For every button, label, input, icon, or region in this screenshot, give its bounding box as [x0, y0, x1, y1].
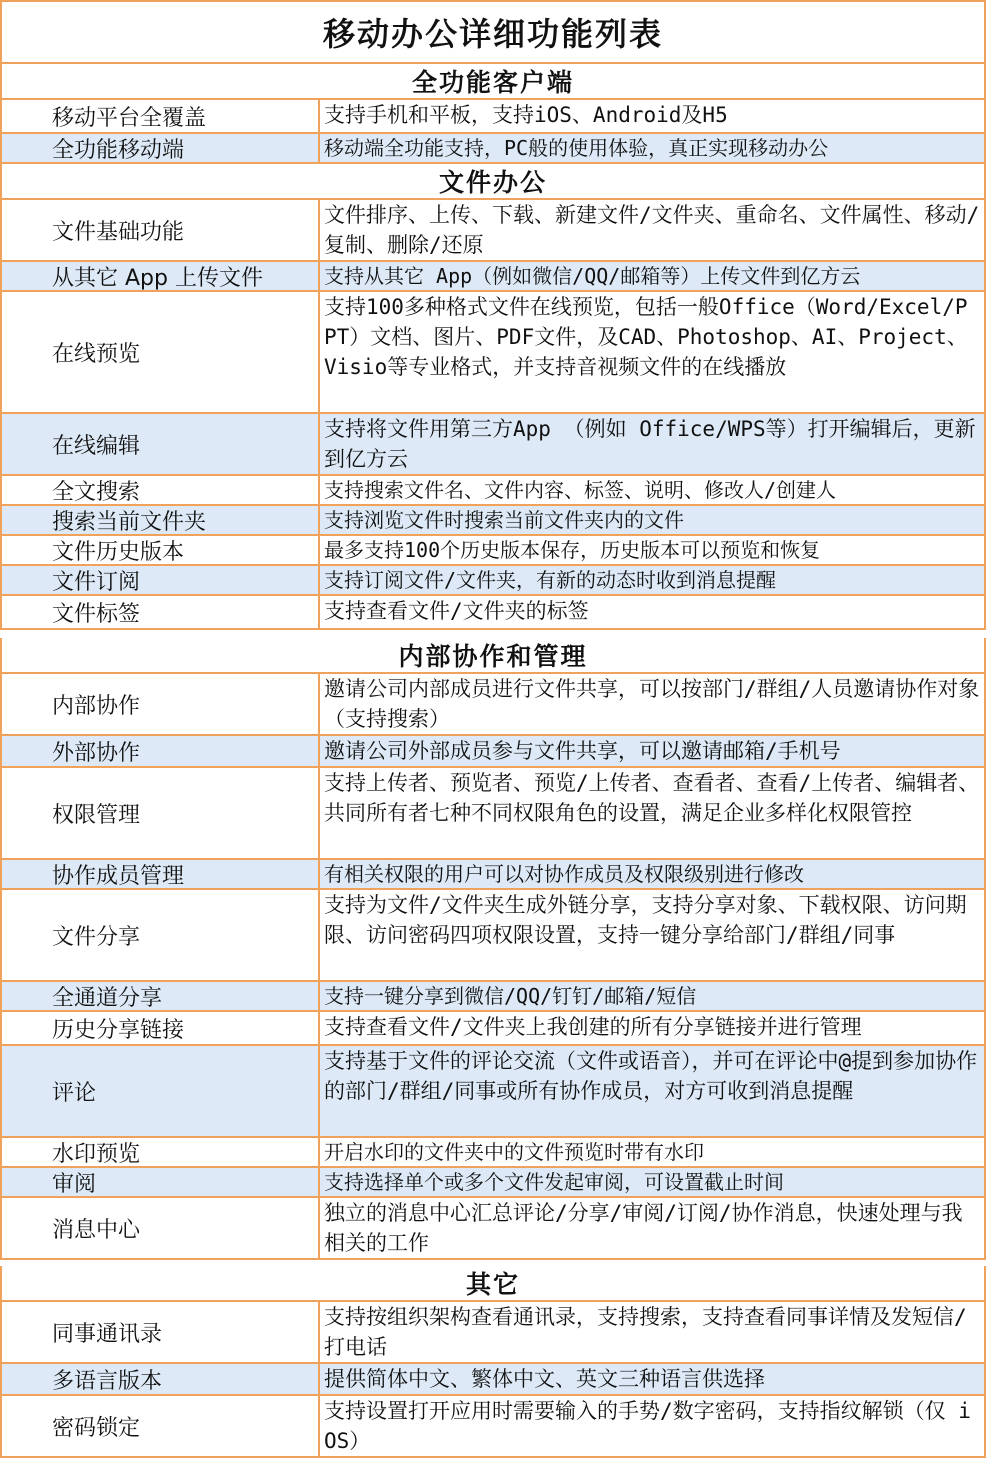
feature-name: 审阅 [2, 1168, 320, 1196]
feature-description: 最多支持100个历史版本保存，历史版本可以预览和恢复 [324, 538, 821, 562]
table-row [0, 890, 986, 982]
feature-name: 水印预览 [2, 1138, 320, 1166]
table-row [0, 1364, 986, 1396]
table-row [0, 674, 986, 736]
feature-description-cell [320, 1138, 984, 1166]
table-row [0, 506, 986, 536]
feature-description-cell [320, 1302, 984, 1362]
table-row [0, 292, 986, 414]
section-heading: 文件办公 [0, 164, 986, 200]
feature-description: 支持将文件用第三方App （例如 Office/WPS等）打开编辑后，更新到亿方云 [324, 417, 976, 471]
feature-name: 文件分享 [2, 890, 320, 980]
feature-description-cell [320, 596, 984, 628]
feature-description: 邀请公司外部成员参与文件共享，可以邀请邮箱/手机号 [324, 739, 841, 763]
table-row [0, 1046, 986, 1138]
table-row [0, 1168, 986, 1198]
feature-description-cell [320, 1396, 984, 1456]
feature-description-cell [320, 414, 984, 474]
feature-description: 支持选择单个或多个文件发起审阅，可设置截止时间 [324, 1170, 784, 1194]
feature-name: 权限管理 [2, 768, 320, 858]
table-row [0, 414, 986, 476]
table-row [0, 1138, 986, 1168]
feature-name: 文件基础功能 [2, 200, 320, 260]
feature-description: 开启水印的文件夹中的文件预览时带有水印 [324, 1140, 704, 1164]
feature-description-cell [320, 566, 984, 594]
section-heading: 内部协作和管理 [0, 638, 986, 674]
feature-name: 在线预览 [2, 292, 320, 412]
feature-description-cell [320, 674, 984, 734]
feature-description: 支持基于文件的评论交流（文件或语音），并可在评论中@提到参加协作的部门/群组/同事或所有协作成员，对方可收到消息提醒 [324, 1049, 978, 1103]
feature-description-cell [320, 100, 984, 132]
feature-description-cell [320, 768, 984, 858]
table-row [0, 768, 986, 860]
feature-description-cell [320, 1364, 984, 1394]
feature-description: 有相关权限的用户可以对协作成员及权限级别进行修改 [324, 862, 804, 886]
feature-description: 支持查看文件/文件夹上我创建的所有分享链接并进行管理 [324, 1015, 862, 1039]
feature-name: 同事通讯录 [2, 1302, 320, 1362]
feature-description-cell [320, 1168, 984, 1196]
feature-description-cell [320, 292, 984, 412]
feature-name: 从其它 App 上传文件 [2, 262, 320, 290]
table-row [0, 736, 986, 768]
table-row [0, 262, 986, 292]
feature-description: 支持从其它 App（例如微信/QQ/邮箱等）上传文件到亿方云 [324, 264, 861, 288]
feature-description: 支持订阅文件/文件夹，有新的动态时收到消息提醒 [324, 568, 777, 592]
feature-description-cell [320, 982, 984, 1010]
table-row [0, 1198, 986, 1260]
table-row [0, 1012, 986, 1046]
feature-name: 多语言版本 [2, 1364, 320, 1394]
feature-description-cell [320, 134, 984, 162]
feature-name: 历史分享链接 [2, 1012, 320, 1044]
feature-description-cell [320, 476, 984, 504]
feature-description: 支持设置打开应用时需要输入的手势/数字密码，支持指纹解锁（仅 iOS） [324, 1399, 971, 1453]
feature-name: 文件订阅 [2, 566, 320, 594]
feature-description: 支持查看文件/文件夹的标签 [324, 599, 589, 623]
table-row [0, 860, 986, 890]
feature-description: 邀请公司内部成员进行文件共享，可以按部门/群组/人员邀请协作对象（支持搜索） [324, 677, 980, 731]
table-row [0, 982, 986, 1012]
feature-name: 全功能移动端 [2, 134, 320, 162]
feature-description: 支持上传者、预览者、预览/上传者、查看者、查看/上传者、编辑者、共同所有者七种不同权限角色的设置，满足企业多样化权限管控 [324, 771, 980, 825]
feature-description: 支持为文件/文件夹生成外链分享，支持分享对象、下载权限、访问期限、访问密码四项权限设置，支持一键分享给部门/群组/同事 [324, 893, 967, 947]
feature-description-cell [320, 1198, 984, 1258]
feature-name: 全文搜索 [2, 476, 320, 504]
table-row [0, 476, 986, 506]
table-row [0, 100, 986, 134]
feature-name: 文件标签 [2, 596, 320, 628]
section-heading: 其它 [0, 1266, 986, 1302]
table-row [0, 596, 986, 630]
feature-description-cell [320, 262, 984, 290]
feature-name: 消息中心 [2, 1198, 320, 1258]
feature-description-cell [320, 890, 984, 980]
feature-name: 在线编辑 [2, 414, 320, 474]
feature-description: 支持浏览文件时搜索当前文件夹内的文件 [324, 508, 684, 532]
section-heading: 全功能客户端 [0, 64, 986, 100]
feature-name: 外部协作 [2, 736, 320, 766]
feature-description-cell [320, 1046, 984, 1136]
feature-name: 全通道分享 [2, 982, 320, 1010]
feature-description-cell [320, 200, 984, 260]
feature-description: 支持手机和平板，支持iOS、Android及H5 [324, 103, 728, 127]
feature-description-cell [320, 1012, 984, 1044]
table-row [0, 200, 986, 262]
feature-name: 文件历史版本 [2, 536, 320, 564]
feature-description-cell [320, 506, 984, 534]
feature-name: 移动平台全覆盖 [2, 100, 320, 132]
feature-description: 支持一键分享到微信/QQ/钉钉/邮箱/短信 [324, 984, 697, 1008]
table-row [0, 134, 986, 164]
feature-description: 文件排序、上传、下载、新建文件/文件夹、重命名、文件属性、移动/复制、删除/还原 [324, 203, 980, 257]
feature-name: 内部协作 [2, 674, 320, 734]
feature-description: 支持按组织架构查看通讯录，支持搜索，支持查看同事详情及发短信/打电话 [324, 1305, 967, 1359]
feature-description: 提供简体中文、繁体中文、英文三种语言供选择 [324, 1367, 765, 1391]
table-row [0, 536, 986, 566]
feature-description: 移动端全功能支持，PC般的使用体验，真正实现移动办公 [324, 136, 829, 160]
feature-description-cell [320, 736, 984, 766]
feature-description-cell [320, 536, 984, 564]
feature-name: 评论 [2, 1046, 320, 1136]
table-row [0, 1396, 986, 1458]
table-row [0, 566, 986, 596]
feature-name: 协作成员管理 [2, 860, 320, 888]
page-title: 移动办公详细功能列表 [0, 0, 986, 64]
feature-name: 搜索当前文件夹 [2, 506, 320, 534]
feature-name: 密码锁定 [2, 1396, 320, 1456]
feature-description: 支持搜索文件名、文件内容、标签、说明、修改人/创建人 [324, 478, 837, 502]
feature-description-cell [320, 860, 984, 888]
feature-description: 独立的消息中心汇总评论/分享/审阅/订阅/协作消息，快速处理与我相关的工作 [324, 1201, 963, 1255]
table-row [0, 1302, 986, 1364]
feature-description: 支持100多种格式文件在线预览，包括一般Office（Word/Excel/PPT）文档、图片、PDF文件，及CAD、Photoshop、AI、Project、Visio等专业格式，并支持音视频文件的在线播放 [324, 295, 968, 379]
